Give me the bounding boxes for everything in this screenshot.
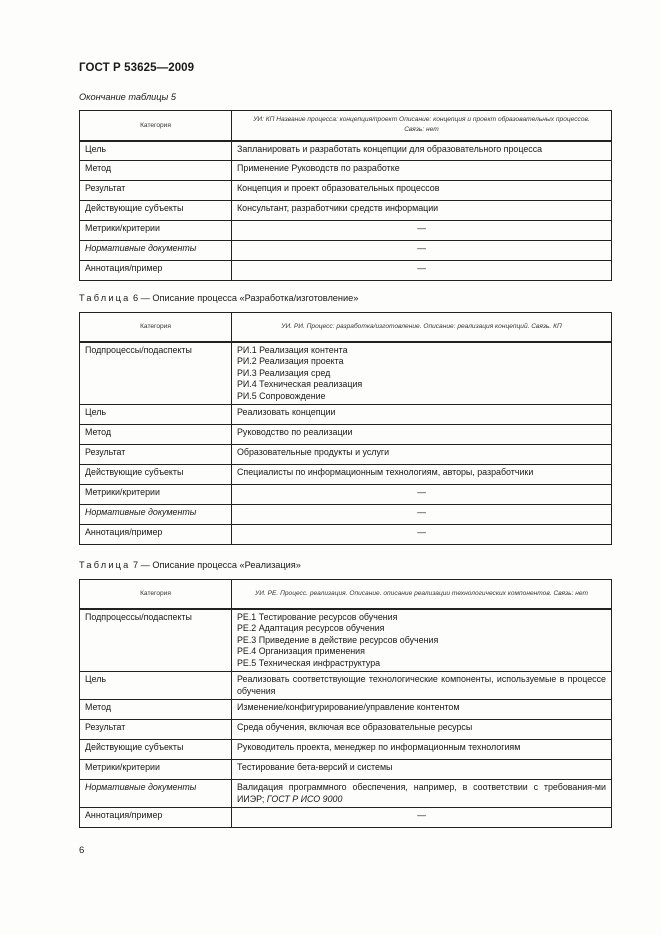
list-item: РИ.1 Реализация контента <box>237 344 348 355</box>
row-label: Нормативные документы <box>80 780 232 808</box>
row-value: Руководство по реализации <box>232 425 612 445</box>
table-row <box>80 760 612 780</box>
standard-number: ГОСТ Р 53625—2009 <box>79 62 195 74</box>
table7-header-category: Категория <box>80 580 232 609</box>
table-row <box>80 261 612 281</box>
row-label: Подпроцессы/подаспекты <box>80 609 232 672</box>
row-label: Результат <box>80 445 232 465</box>
list-item: РИ.4 Техническая реализация <box>237 379 363 389</box>
row-label: Метод <box>80 425 232 445</box>
row-value: Руководитель проекта, менеджер по информационным технологиям <box>232 740 612 760</box>
row-label: Действующие субъекты <box>80 740 232 760</box>
row-value: Консультант, разработчики средств информации <box>232 201 612 221</box>
table-row <box>80 700 612 720</box>
row-label: Действующие субъекты <box>80 465 232 485</box>
table6-caption-prefix: Таблица <box>79 293 131 303</box>
table-row <box>80 720 612 740</box>
table-row <box>80 445 612 465</box>
list-item: РИ.5 Сопровождение <box>237 390 326 401</box>
table6-caption-title: 6 — Описание процесса «Разработка/изготовление» <box>130 293 359 303</box>
row-label: Метрики/критерии <box>80 485 232 505</box>
row-label: Результат <box>80 181 232 201</box>
row-value: Реализовать концепции <box>232 405 612 425</box>
table6-caption <box>79 293 358 303</box>
list-item: РЕ.5 Техническая инфраструктура <box>237 657 381 668</box>
normative-text: Валидация программного обеспечения, например, в соответствии с требования-ми ИИЭР; <box>237 782 606 804</box>
row-value: — <box>232 505 612 525</box>
list-item: РЕ.2 Адаптация ресурсов обучения <box>237 623 385 633</box>
row-value <box>232 780 612 808</box>
row-label: Метрики/критерии <box>80 221 232 241</box>
table-row <box>80 780 612 808</box>
table-row <box>80 505 612 525</box>
subprocess-list <box>232 609 612 672</box>
row-label: Метрики/критерии <box>80 760 232 780</box>
row-label: Цель <box>80 405 232 425</box>
table-row <box>80 241 612 261</box>
row-value: Среда обучения, включая все образовательные ресурсы <box>232 720 612 740</box>
row-label: Нормативные документы <box>80 505 232 525</box>
list-item: РЕ.1 Тестирование ресурсов обучения <box>237 611 398 622</box>
row-value: — <box>232 221 612 241</box>
list-item: РИ.3 Реализация сред <box>237 367 331 378</box>
row-value: — <box>232 525 612 545</box>
table-row <box>80 808 612 828</box>
row-label: Метод <box>80 700 232 720</box>
row-value: — <box>232 241 612 261</box>
table7-caption-title: 7 — Описание процесса «Реализация» <box>130 560 301 570</box>
subprocess-list <box>232 342 612 405</box>
table5 <box>79 110 612 281</box>
table-row <box>80 609 612 672</box>
table-row <box>80 425 612 445</box>
table6-header-description: УИ. РИ. Процесс: разработка/изготовление. Описание: реализация концепций. Связь. КП <box>232 313 612 342</box>
row-label: Аннотация/пример <box>80 525 232 545</box>
row-label: Подпроцессы/подаспекты <box>80 342 232 405</box>
table7-header-description: УИ. РЕ. Процесс. реализация. Описание. описание реализации технологических компонентов. Связь: нет <box>232 580 612 609</box>
row-label: Аннотация/пример <box>80 808 232 828</box>
row-value: Применение Руководств по разработке <box>232 161 612 181</box>
row-label: Метод <box>80 161 232 181</box>
table-row <box>80 672 612 700</box>
table7-caption-prefix: Таблица <box>79 560 131 570</box>
row-value: — <box>232 261 612 281</box>
table5-header-category: Категория <box>80 111 232 141</box>
row-value: Специалисты по информационным технологиям, авторы, разработчики <box>232 465 612 485</box>
table-row <box>80 525 612 545</box>
table6 <box>79 312 612 545</box>
row-value: Запланировать и разработать концепции для образовательного процесса <box>232 141 612 161</box>
table7-caption <box>79 560 301 570</box>
row-label: Результат <box>80 720 232 740</box>
row-label: Цель <box>80 141 232 161</box>
row-label: Действующие субъекты <box>80 201 232 221</box>
row-value: — <box>232 485 612 505</box>
row-value: Реализовать соответствующие технологические компоненты, используемые в процессе обучения <box>232 672 612 700</box>
row-value: Концепция и проект образовательных процессов <box>232 181 612 201</box>
table-row <box>80 740 612 760</box>
table-row <box>80 342 612 405</box>
table-row <box>80 161 612 181</box>
row-value: — <box>232 808 612 828</box>
row-label: Цель <box>80 672 232 700</box>
row-value: Образовательные продукты и услуги <box>232 445 612 465</box>
table-row <box>80 141 612 161</box>
table-row <box>80 405 612 425</box>
list-item: РЕ.4 Организация применения <box>237 646 365 656</box>
table-row <box>80 485 612 505</box>
row-label: Нормативные документы <box>80 241 232 261</box>
page-number: 6 <box>79 845 85 856</box>
table-row <box>80 181 612 201</box>
table-row <box>80 221 612 241</box>
row-label: Аннотация/пример <box>80 261 232 281</box>
normative-standard: ГОСТ Р ИСО 9000 <box>266 793 343 804</box>
list-item: РЕ.3 Приведение в действие ресурсов обучения <box>237 634 439 645</box>
table7 <box>79 579 612 828</box>
table5-caption: Окончание таблицы 5 <box>79 92 176 102</box>
table5-header-description: УИ: КП Название процесса: концепция/проект Описание: концепция и проект образовательных процессов. Связь: нет <box>232 111 612 141</box>
row-value: Тестирование бета-версий и системы <box>232 760 612 780</box>
table-row <box>80 465 612 485</box>
list-item: РИ.2 Реализация проекта <box>237 356 344 366</box>
table6-header-category: Категория <box>80 313 232 342</box>
table-row <box>80 201 612 221</box>
row-value: Изменение/конфигурирование/управление контентом <box>232 700 612 720</box>
